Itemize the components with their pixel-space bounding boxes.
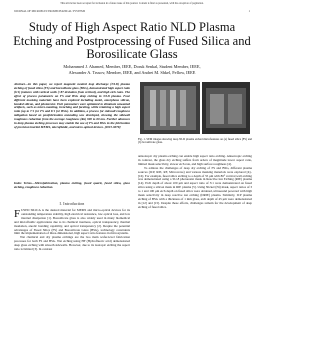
sem-micrograph-pair	[140, 82, 250, 134]
author-line-2: Alexander A. Trusov, Member, IEEE, and Andrei M. Shkel, Fellow, IEEE	[68, 69, 196, 75]
acceptance-notice: This article has been accepted for inclusion in a future issue of this journal. Content is final as presented, with the exception of pagination.	[60, 2, 204, 5]
right-column-body	[138, 155, 252, 210]
abstract-id: [2015-0078]	[104, 124, 121, 129]
figure-1-caption: Fig. 1. SEM images showing deep NLD plasma etched microfeatures on (a) fused silica (FS) and (b) borosilicate glass.	[138, 137, 252, 145]
index-terms-label: Index Terms	[14, 181, 32, 185]
index-terms-text: —Microfabrication, plasma etching, fused quartz, fused silica, glass etching, roughness reduction.	[14, 181, 130, 189]
running-header	[14, 10, 250, 13]
figure-1	[140, 82, 250, 134]
drop-cap: F	[14, 207, 21, 220]
right-paragraph-1: anisotropic dry plasma etching can enable high aspect ratio etching. Anisotropic etching in contrast, the glass dry etching suffers from orders of magnitude lower aspect ratio, limited mask selectivity, slower etch rate, and high surface roughness [4].	[138, 154, 252, 166]
abstract-label: Abstract	[14, 82, 25, 86]
abstract	[14, 83, 130, 130]
right-paragraph-2: To address the challenges of deep dry etching of FS and BSG, different plasma sources (ICP, RIE, RF, Microwave) and various masking materials were explored [4]–[16]. For example, fused silica etching to a depth of 55 μm with 86° vertical wall etching was demonstrated using a SU-8 photoresist mask in Reactive Ion Etching (RIE) plasma [14]. Etch depth of about 100 μm and aspect ratio of 3:1 were demonstrated on fused silica using a silicon mask in RIE plasma [5]. Using Nickel (Ni) mask, aspect ratios of 3 to 1 and 100 μm etch depth on fused silica were obtained, ultrasound powered with high mask selectivity in deep reactive ion etching (DRIE) plasma. Similarly, ICP plasma etching of BSG with a thickness of 1 mm glass, etch depth of 45 μm were demonstrated in [12] and [15]. Despite these efforts, challenges remain for the development of deep etching of fused silica.	[138, 165, 252, 209]
abstract-text: —In this paper, we report magnetic neutral loop discharge (NLD) plasma etching of fused silica (FS) and borosilicate glass (BSG), demonstrated high aspect ratio (6:1) features with vertical walls (>87 deviation from vertical), and high etch rates. The effect of process parameters on FS and BSG deep etching in NLD plasma. Four different masking materials have been explored including metal, amorphous silicon, bonded silicon, and photoresist. Etch parameters were optimized to eliminate unwanted artifacts, such as micro-masking, trenching and faceting, while retaining a high aspect ratio (up to 7:1 for FS and 8:1 for BSG). In addition, a process for sidewall roughness mitigation based on postfabrication annealing was developed, showing the sidewall roughness reduction from the average roughness (Ra) 900 to 60 nm. Further advances in deep plasma etching processes may enable the use of FS and BSG in the fabrication of precision inertial MEMS, microfluidic, and micro-optical devices.	[14, 82, 130, 129]
page-number: 1	[248, 10, 250, 13]
intro-paragraph-1	[14, 209, 130, 236]
author-line-1: Mohammed J. Ahamed, Member, IEEE, Doruk Senkal, Student Member, IEEE,	[63, 64, 201, 69]
index-terms	[14, 182, 130, 190]
section-heading-introduction: I. Introduction	[59, 202, 85, 206]
author-list	[12, 64, 252, 76]
intro-paragraph-2: Wet chemical and dry plasma etchings are the two main wafer-level fabrication processes for both FS and BSG. Wet etching using HF (Hydrofluoric acid) demonstrated deep glass etching with smooth sidewalls. However, due to its isotropic etching the aspect ratio is limited [3]. In contrast	[14, 235, 130, 252]
journal-name: JOURNAL OF MICROELECTROMECHANICAL SYSTEMS	[14, 10, 86, 13]
introduction-body	[14, 209, 130, 252]
paper-title: Study of High Aspect Ratio NLD Plasma Etching and Postprocessing of Fused Silica and Borosilicate Glass	[13, 20, 251, 61]
intro-paragraph-1-text: USED SILICA is the desired material for MEMS and micro-optical devices for its outstanding temperature stability, high electrical resistance, low optical loss, and low internal dissipation [1]. Borosilicate glass is also widely used in many biomedical and microfluidic applications due to its chemical inertness, optical transparency, thermal insulation, anodic bonding capability, and optical transparency [2]. Despite the potential advantages of Fused Silica (FS) and Borosilicate Glass (BSG), technology constraints limit the implementation of three-dimensional, high aspect ratio features in microsystems.	[14, 208, 130, 236]
